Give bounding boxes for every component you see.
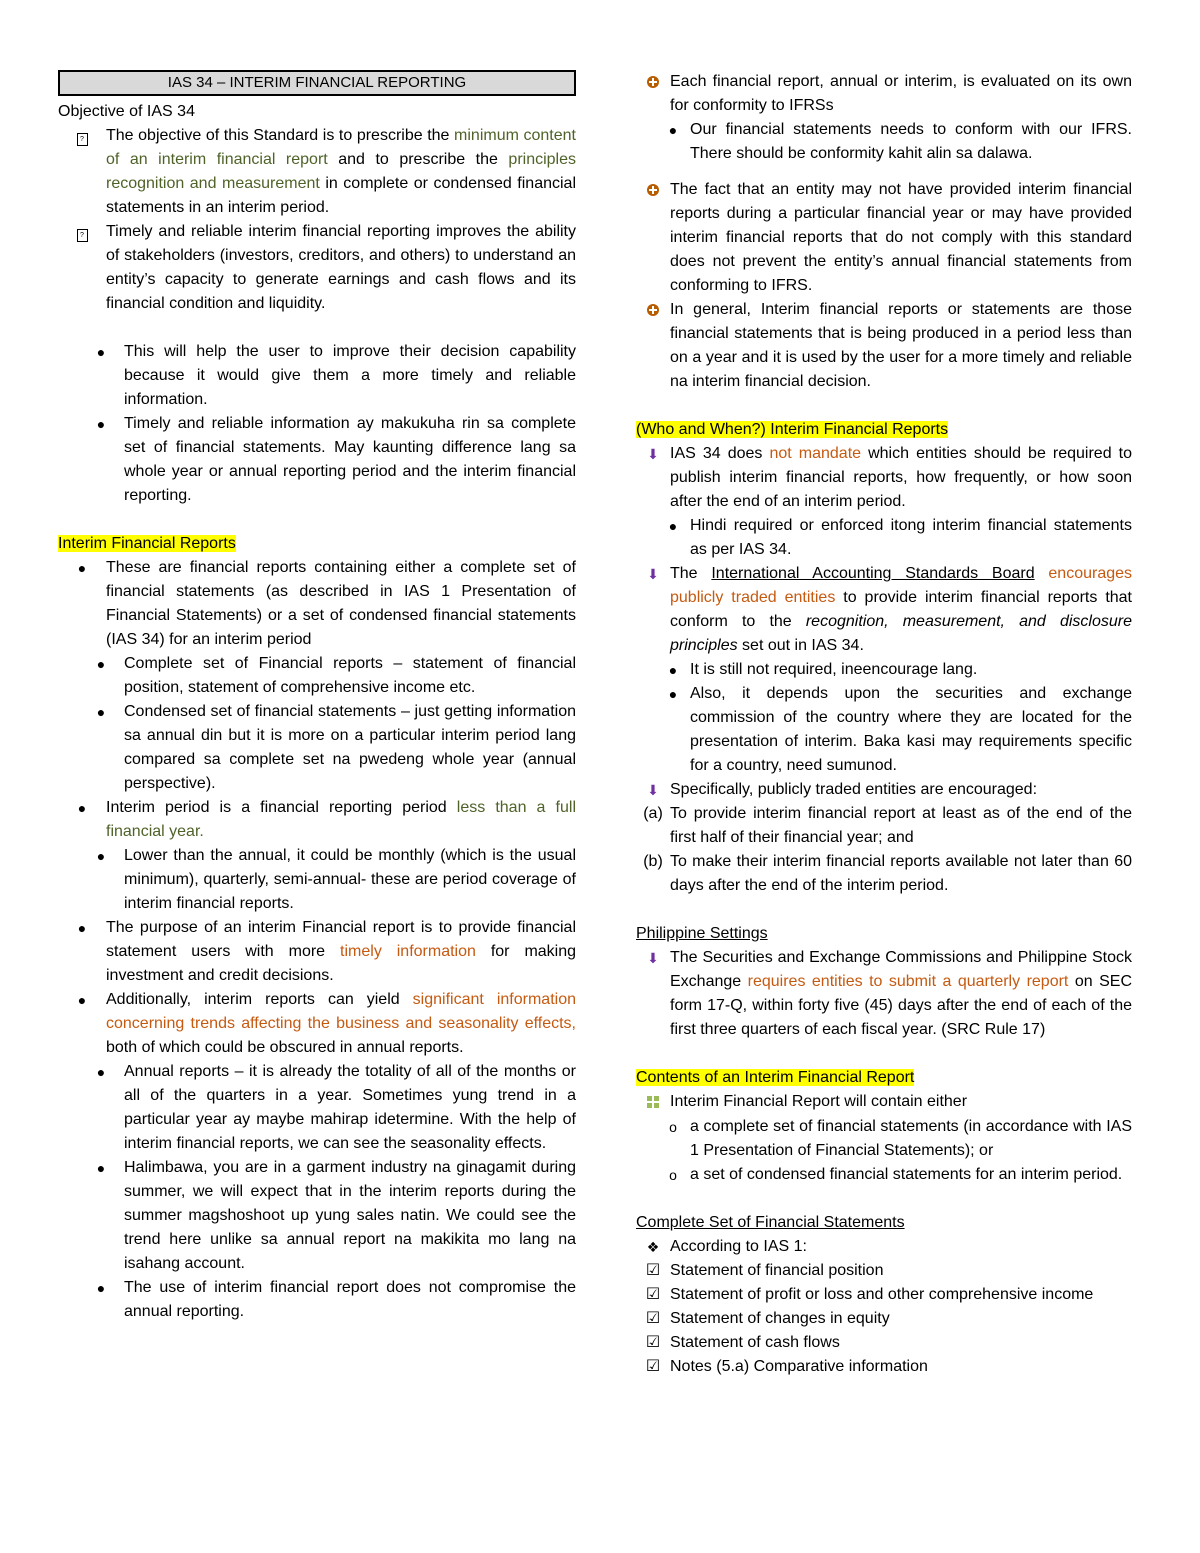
bullet-icon: ●	[668, 518, 678, 534]
orange-cross-circle-icon	[636, 298, 670, 323]
boxed-question-icon: ?	[58, 220, 106, 244]
checkbox-checked-icon: ☑	[645, 1262, 661, 1279]
bullet-icon: ●	[96, 704, 106, 720]
down-arrow-icon: ⬇	[647, 950, 659, 966]
ifr-subitem: ● Complete set of Financial reports – statement of financial position, statement of comprehensive income etc.	[58, 652, 576, 700]
left-column	[58, 70, 576, 1324]
boxed-question-icon: ?	[58, 124, 106, 148]
objective-subitem-2: ● Timely and reliable information ay makukuha rin sa complete set of financial statements. May kaunting difference lang sa whole year or annual reporting period and the interim financial reporting.	[58, 412, 576, 508]
ifr-subitem: ● Lower than the annual, it could be monthly (which is the usual minimum), quarterly, semi-annual- these are period coverage of interim financial reports.	[58, 844, 576, 916]
who-item-3: ⬇ Specifically, publicly traded entities are encouraged:	[636, 778, 1132, 802]
ifr-subitem: ● Halimbawa, you are in a garment industry na ginagamit during summer, we will expect that in the interim reports during the summer magshoshoot up yung sales natin. We could see the trend here unlike sa annual report na makikita mo lang na isahang account.	[58, 1156, 576, 1276]
who-subitem: ● Hindi required or enforced itong interim financial statements as per IAS 34.	[636, 514, 1132, 562]
complete-set-heading: Complete Set of Financial Statements	[636, 1214, 905, 1231]
bullet-icon: ●	[96, 344, 106, 360]
ifr-subitem: ● The use of interim financial report does not compromise the annual reporting.	[58, 1276, 576, 1324]
contents-item: Interim Financial Report will contain either	[636, 1090, 1132, 1115]
down-arrow-icon: ⬇	[647, 782, 659, 798]
interim-reports-heading: Interim Financial Reports	[58, 535, 236, 552]
objective-subitem-1: ● This will help the user to improve their decision capability because it would give them a more timely and reliable information.	[58, 340, 576, 412]
who-when-heading: (Who and When?) Interim Financial Reports	[636, 421, 949, 438]
objective-text-1: The objective of this Standard is to prescribe the minimum content of an interim financial report and to prescribe the principles recognition and measurement in complete or condensed financial statements in an interim period.	[106, 127, 577, 216]
circle-bullet-icon: o	[669, 1119, 677, 1135]
checkbox-checked-icon: ☑	[645, 1286, 661, 1303]
document-title: IAS 34 – INTERIM FINANCIAL REPORTING	[58, 70, 576, 96]
checklist-item: ☑ Statement of financial position	[636, 1259, 1132, 1283]
bullet-icon: ●	[668, 686, 678, 702]
checklist-item: ☑ Notes (5.a) Comparative information	[636, 1355, 1132, 1379]
ifr-item-4: ● Additionally, interim reports can yield significant information concerning trends affecting the business and seasonality effects, both of which could be obscured in annual reports.	[58, 988, 576, 1060]
objective-item-2	[58, 220, 576, 316]
ifr-subitem: ● Annual reports – it is already the totality of all of the months or all of the quarters in a year. Sometimes yung trend in a particular year ay maybe mahirap idetermine. With the help of interim financial reports, we can see the seasonality effects.	[58, 1060, 576, 1156]
bullet-icon: ●	[77, 560, 87, 576]
green-grid-icon	[636, 1090, 670, 1115]
bullet-icon: ●	[96, 416, 106, 432]
conformity-item: Each financial report, annual or interim, is evaluated on its own for conformity to IFRSs	[636, 70, 1132, 118]
contents-heading: Contents of an Interim Financial Report	[636, 1069, 915, 1086]
bullet-icon: ●	[96, 656, 106, 672]
bullet-icon: ●	[77, 800, 87, 816]
four-diamond-icon: ❖	[646, 1239, 660, 1255]
down-arrow-icon: ⬇	[647, 446, 659, 462]
bullet-icon: ●	[668, 122, 678, 138]
bullet-icon: ●	[96, 848, 106, 864]
objective-heading: Objective of IAS 34	[58, 103, 195, 120]
bullet-icon: ●	[96, 1064, 106, 1080]
ifr-item-3: ● The purpose of an interim Financial report is to provide financial statement users with more timely information for making investment and credit decisions.	[58, 916, 576, 988]
objective-item-1	[58, 124, 576, 220]
bullet-icon: ●	[77, 992, 87, 1008]
contents-subitem-b: o a set of condensed financial statements for an interim period.	[636, 1163, 1132, 1187]
bullet-icon: ●	[96, 1280, 106, 1296]
orange-cross-circle-icon	[636, 70, 670, 95]
checkbox-checked-icon: ☑	[645, 1310, 661, 1327]
ifr-item-1: ● These are financial reports containing either a complete set of financial statements (as described in IAS 1 Presentation of Financial Statements) or a set of condensed financial statements (IAS 34) for an interim period	[58, 556, 576, 652]
who-item-1: ⬇ IAS 34 does not mandate which entities should be required to publish interim financial reports, how frequently, or how soon after the end of an interim period.	[636, 442, 1132, 514]
checklist-item: ☑ Statement of profit or loss and other comprehensive income	[636, 1283, 1132, 1307]
contents-subitem-a: o a complete set of financial statements (in accordance with IAS 1 Presentation of Financial Statements); or	[636, 1115, 1132, 1163]
who-subitem-a: (a) To provide interim financial report at least as of the end of the first half of their financial year; and	[643, 805, 1132, 846]
bullet-icon: ●	[668, 662, 678, 678]
general-item: In general, Interim financial reports or statements are those financial statements that is being produced in a period less than on a year and it is used by the user for a more timely and reliable na interim financial decision.	[636, 298, 1132, 394]
down-arrow-icon: ⬇	[647, 566, 659, 582]
philippine-settings-heading: Philippine Settings	[636, 925, 768, 942]
ifr-subitem: ● Condensed set of financial statements – just getting information sa annual din but it is more on a particular interim period lang compared sa complete set na pwedeng whole year (annual perspective).	[58, 700, 576, 796]
orange-cross-circle-icon	[636, 178, 670, 203]
according-item: ❖ According to IAS 1:	[636, 1235, 1132, 1259]
who-subitem-b: (b) To make their interim financial reports available not later than 60 days after the end of the interim period.	[643, 853, 1132, 894]
objective-text-2: Timely and reliable interim financial reporting improves the ability of stakeholders (investors, creditors, and others) to understand an entity’s capacity to generate earnings and cash flows and its financial condition and liquidity.	[106, 223, 576, 312]
who-subitem: ● It is still not required, ineencourage lang.	[636, 658, 1132, 682]
checklist-item: ☑ Statement of changes in equity	[636, 1307, 1132, 1331]
checklist-item: ☑ Statement of cash flows	[636, 1331, 1132, 1355]
bullet-icon: ●	[96, 1160, 106, 1176]
ph-item: ⬇ The Securities and Exchange Commissions and Philippine Stock Exchange requires entities to submit a quarterly report on SEC form 17-Q, within forty five (45) days after the end of each of the first three quarters of each fiscal year. (SRC Rule 17)	[636, 946, 1132, 1042]
conformity-subitem: ● Our financial statements needs to conform with our IFRS. There should be conformity kahit alin sa dalawa.	[636, 118, 1132, 166]
circle-bullet-icon: o	[669, 1167, 677, 1183]
ifr-item-2: ● Interim period is a financial reporting period less than a full financial year.	[58, 796, 576, 844]
right-column	[636, 70, 1132, 1379]
who-subitem: ● Also, it depends upon the securities and exchange commission of the country where they are located for the presentation of interim. Baka kasi may requirements specific for a country, need sumunod.	[636, 682, 1132, 778]
fact-item: The fact that an entity may not have provided interim financial reports during a particular financial year or may have provided interim financial reports that do not comply with this standard does not prevent the entity’s annual financial statements from conforming to IFRS.	[636, 178, 1132, 298]
checkbox-checked-icon: ☑	[645, 1334, 661, 1351]
checkbox-checked-icon: ☑	[645, 1358, 661, 1375]
who-item-2: ⬇ The International Accounting Standards Board encourages publicly traded entities to provide interim financial reports that conform to the recognition, measurement, and disclosure principles set out in IAS 34.	[636, 562, 1132, 658]
bullet-icon: ●	[77, 920, 87, 936]
